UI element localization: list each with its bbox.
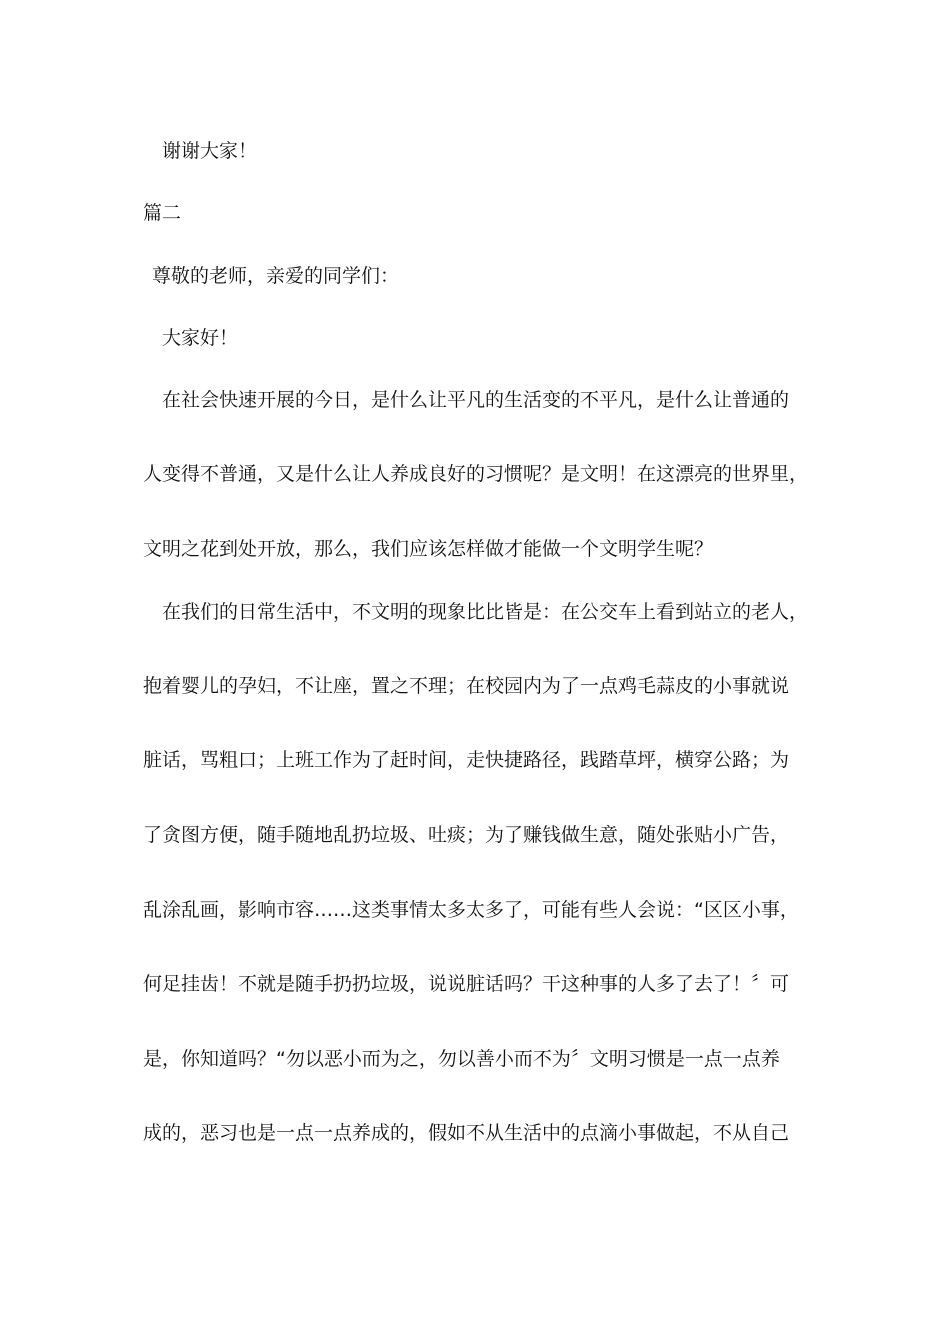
thanks-line: 谢谢大家！ [162, 140, 258, 162]
body-line: 何足挂齿！不就是随手扔扔垃圾，说说脏话吗？干这种事的人多了去了！〞可 [143, 973, 790, 995]
body-line: 在社会快速开展的今日，是什么让平凡的生活变的不平凡，是什么让普通的 [162, 389, 790, 411]
greeting-line: 大家好！ [162, 327, 239, 349]
body-line: 是，你知道吗？“勿以恶小而为之，勿以善小而不为〞文明习惯是一点一点养 [143, 1048, 780, 1070]
body-line: 成的，恶习也是一点一点养成的，假如不从生活中的点滴小事做起，不从自己 [143, 1122, 790, 1144]
body-line: 脏话，骂粗口；上班工作为了赶时间，走快捷路径，践踏草坪，横穿公路；为 [143, 749, 790, 771]
body-line: 抱着婴儿的孕妇，不让座，置之不理；在校园内为了一点鸡毛蒜皮的小事就说 [143, 675, 790, 697]
body-line: 人变得不普通，又是什么让人养成良好的习惯呢？是文明！在这漂亮的世界里， [143, 463, 809, 485]
body-line: 文明之花到处开放，那么，我们应该怎样做才能做一个文明学生呢？ [143, 538, 714, 560]
body-line: 乱涂乱画，影响市容……这类事情太多太多了，可能有些人会说：“区区小事， [143, 899, 799, 921]
section-title: 篇二 [143, 202, 182, 224]
salutation-line: 尊敬的老师，亲爱的同学们： [152, 265, 400, 287]
body-line: 了贪图方便，随手随地乱扔垃圾、吐痰；为了赚钱做生意，随处张贴小广告， [143, 824, 790, 846]
body-line: 在我们的日常生活中，不文明的现象比比皆是：在公交车上看到站立的老人， [162, 601, 809, 623]
